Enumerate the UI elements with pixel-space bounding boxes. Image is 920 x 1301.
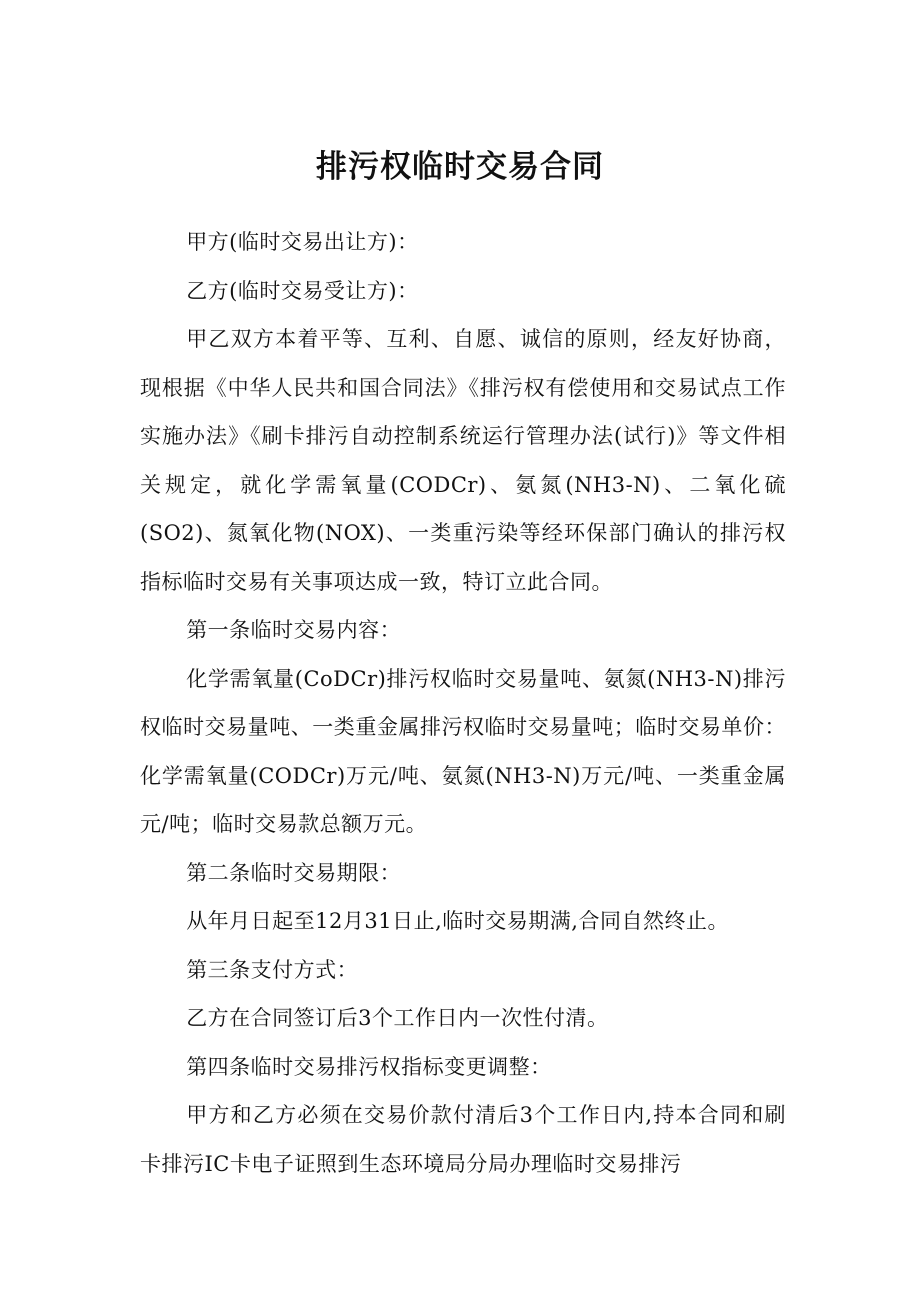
preamble-paragraph: 甲乙双方本着平等、互利、自愿、诚信的原则，经友好协商，现根据《中华人民共和国合同法》《排污权有偿使用和交易试点工作实施办法》《刷卡排污自动控制系统运行管理办法(试行)》等文件相关规定，就化学需氧量(CODCr)、氨氮(NH3-N)、二氧化硫(SO2)、氮氧化物(NOX)、一类重污染等经环保部门确认的排污权指标临时交易有关事项达成一致，特订立此合同。 xyxy=(140,327,786,594)
article-4-heading: 第四条临时交易排污权指标变更调整： xyxy=(186,1054,552,1079)
article-3-heading: 第三条支付方式： xyxy=(186,957,359,982)
article-2-heading: 第二条临时交易期限： xyxy=(186,860,402,885)
party-b-line: 乙方(临时交易受让方)： xyxy=(186,278,419,303)
article-1-heading: 第一条临时交易内容： xyxy=(186,618,402,642)
article-3-paragraph: 乙方在合同签订后3个工作日内一次性付清。 xyxy=(186,1006,609,1030)
article-4-paragraph: 甲方和乙方必须在交易价款付清后3个工作日内,持本合同和刷卡排污IC卡电子证照到生态环境局分局办理临时交易排污 xyxy=(140,1103,786,1176)
document-title: 排污权临时交易合同 xyxy=(316,149,604,185)
party-a-line: 甲方(临时交易出让方)： xyxy=(186,230,419,254)
article-2-paragraph: 从年月日起至12月31日止,临时交易期满,合同自然终止。 xyxy=(186,909,729,933)
document-body xyxy=(140,218,786,1188)
article-1-paragraph: 化学需氧量(CoDCr)排污权临时交易量吨、氨氮(NH3-N)排污权临时交易量吨、一类重金属排污权临时交易量吨；临时交易单价：化学需氧量(CODCr)万元/吨、氨氮(NH3-N)万元/吨、一类重金属元/吨；临时交易款总额万元。 xyxy=(140,666,786,836)
